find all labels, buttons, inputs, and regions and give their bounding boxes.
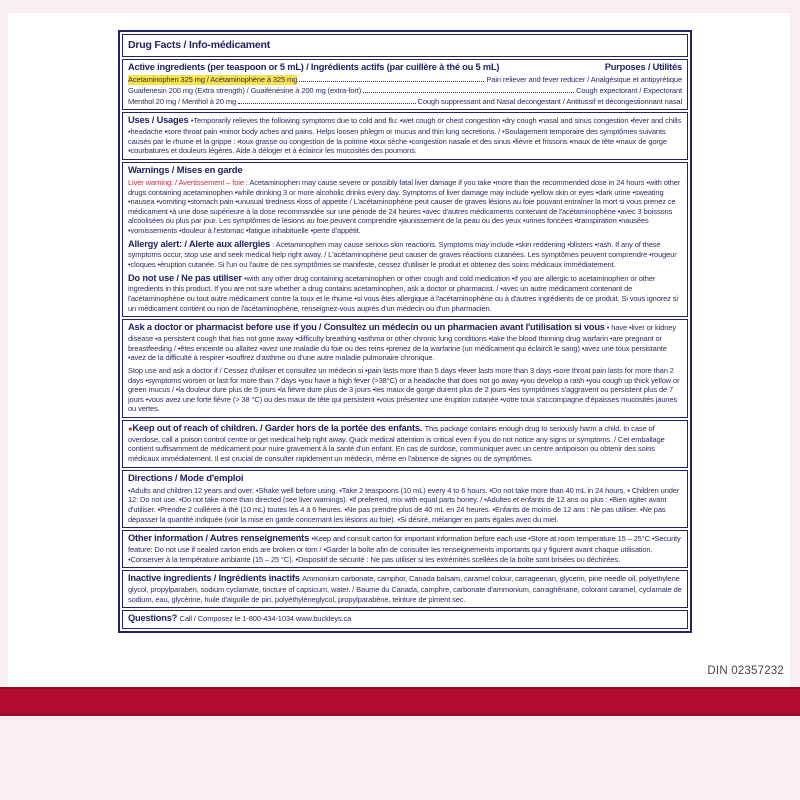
paragraph bbox=[128, 533, 682, 564]
text-run: •Temporarily relieves the following symptoms due to cold and flu: ▪wet cough or chest congestion ▪dry cough ▪nasal and sinus congestion ▪fever and chills ▪headache ▪sore throat pain ▪minor body aches and pains. Helps loosen phlegm or mucus and thin lung secretions. / •Soulagement temporaire des symptômes suivants causés par le rhume et la grippe : ▪toux grasse ou congestion de la poitrine ▪toux sèche ▪congestion nasale et des sinus ▪fièvre et frissons ▪maux de tête ▪maux de gorge ▪courbatures et douleurs légères. Aide à déloger et à éclaircir les mucosités des poumons. bbox=[128, 116, 682, 156]
inline-heading: Questions? bbox=[128, 613, 180, 624]
text-run: • have ▪liver or kidney disease ▪a persistent cough that has not gone away ▪difficulty breathing ▪asthma or other chronic lung conditions •take the blood thinning drug warfarin •are pregnant or breastfeeding / •êtes enceinte ou allaitez •avez une maladie du foie ou des reins •prenez de la warfarine (un médicament qui éclaircit le sang) •avez une toux persistante •avez de la difficulté à respirer •souffrez d'asthme ou d'une autre maladie pulmonaire chronique. bbox=[128, 323, 676, 363]
section-directions bbox=[122, 470, 688, 529]
section-drug-facts-title: Drug Facts / Info-médicament bbox=[122, 34, 688, 57]
ingredient-name: Menthol 20 mg / Menthol à 20 mg bbox=[128, 96, 237, 106]
text-run: •Keep and consult carton for important information before each use •Store at room temperature 15 – 25°C •Security feature: Do not use if sealed carton ends are broken or torn / •Garder la boîte afin de consulter les renseignements importants qui y figurent avant chaque utilisation. •Conserver à la température ambiante (15 – 25 °C). •Dispositif de sécurité : Ne pas utiliser si les extrémités scellées de la boîte sont brisées ou déchirées. bbox=[128, 534, 681, 564]
label-panel bbox=[8, 13, 790, 687]
paragraph bbox=[128, 613, 682, 625]
paragraph bbox=[128, 486, 682, 524]
section-heading: Directions / Mode d'emploi bbox=[128, 472, 244, 484]
text-run: ● bbox=[128, 423, 133, 433]
paragraph bbox=[128, 115, 682, 156]
section-ask-doctor bbox=[122, 319, 688, 418]
dotted-leader bbox=[299, 81, 484, 82]
section-other-information bbox=[122, 530, 688, 568]
text-run: Stop use and ask a doctor if / Cessez d'utiliser et consultez un médecin si •pain lasts more than 5 days •fever lasts more than 3 days •sore throat pain lasts for more than 2 days •symptoms worsen or last for more than 7 days •you have a high fever (>38°C) or a headache that does not go away •you develop a rash •you cough up thick yellow or green mucus / •la douleur dure plus de 5 jours •la fièvre dure plus de 3 jours •les maux de gorge durent plus de 2 jours •les symptômes s'aggravent ou persistent plus de 7 jours •vous avez une forte fièvre (> 38 °C) ou des maux de tête qui persistent •vous présentez une éruption cutanée •votre toux s'accompagne d'épaisses mucosités jaunes ou vertes. bbox=[128, 365, 680, 414]
inline-heading: Do not use / Ne pas utiliser bbox=[128, 272, 245, 283]
text-run: : Acetaminophen may cause serious skin reactions. Symptoms may include •skin reddening •blisters •rash. If any of these symptoms occur, stop use and seek medical help right away. / L'acétaminophène peut causer de graves réactions cutanées. Les symptômes peuvent comprendre •rougeur •cloques •éruption cutanée. Si l'un ou l'autre de ces symptômes se manifeste, cessez d'utiliser le produit et obtenez des soins médicaux immédiatement. bbox=[128, 239, 677, 269]
red-brand-bar bbox=[0, 687, 800, 716]
drug-facts-table bbox=[118, 30, 692, 633]
section-inactive-ingredients bbox=[122, 570, 688, 608]
text-run: Liver warning: / Avertissement – foie : bbox=[128, 177, 250, 187]
inline-heading: Keep out of reach of children. / Garder hors de la portée des enfants. bbox=[132, 422, 425, 433]
inline-heading: Inactive ingredients / Ingrédients inactifs bbox=[128, 573, 303, 584]
paragraph bbox=[128, 573, 682, 604]
active-ingredients-heading: Active ingredients (per teaspoon or 5 mL) / Ingrédients actifs (par cuillère à thé ou 5 mL) bbox=[128, 62, 500, 73]
section-warnings bbox=[122, 162, 688, 317]
dotted-leader bbox=[238, 103, 416, 104]
text-run: This package contains enough drug to seriously harm a child. In case of overdose, call a poison control centre or get medical help right away. Quick medical attention is critical even if you do not notice any signs or symptoms. / Cet emballage contient suffisamment de médicament pour nuire gravement à la santé d'un enfant. En cas de surdose, communiquer avec un centre antipoison ou obtenir des soins médicaux immédiatement. Il est crucial de consulter rapidement un médecin, même en l'absence de signes ou de symptômes. bbox=[128, 423, 665, 463]
section-heading: Warnings / Mises en garde bbox=[128, 164, 243, 176]
text-run: •with any other drug containing acetaminophen or other cough and cold medication •if you are allergic to acetaminophen or other ingredients in this product. If you are not sure whether a drug contains acetaminophen, ask a doctor or pharmacist. / •avec un autre médicament contenant de l'acétaminophène ou tout autre médicament contre la toux et le rhume •si vous êtes allergique à l'acétaminophène ou à d'autres ingrédients de ce produit. Si vous ignorez si un médicament contient ou non de l'acétaminophène, renseignez-vous auprès d'un médecin ou d'un pharmacien. bbox=[128, 273, 678, 313]
ingredient-purpose: Pain reliever and fever reducer / Analgésique et antipyrétique bbox=[486, 75, 682, 85]
ingredient-purpose: Cough expectorant / Expectorant bbox=[576, 85, 682, 95]
dotted-leader bbox=[363, 92, 574, 93]
paragraph bbox=[128, 178, 682, 236]
active-ingredients-header bbox=[128, 62, 682, 74]
purposes-heading: Purposes / Utilités bbox=[604, 62, 682, 73]
inline-heading: Ask a doctor or pharmacist before use if you / Consultez un médecin ou un pharmacien avant l'utilisation si vous bbox=[128, 322, 605, 333]
paragraph bbox=[128, 322, 682, 363]
ingredient-purpose: Cough suppressant and Nasal decongestant / Antitussif et décongestionnant nasal bbox=[417, 96, 682, 106]
din-number: DIN 02357232 bbox=[707, 665, 784, 677]
ingredient-name: Acetaminophen 325 mg / Acétaminophène à 325 mg bbox=[128, 75, 298, 85]
text-run: Call / Composez le 1-800-434-1034 www.buckleys.ca bbox=[179, 614, 352, 624]
ingredient-row bbox=[128, 75, 682, 85]
section-keep-out-of-reach bbox=[122, 420, 688, 468]
inline-heading: Allergy alert: / Alerte aux allergies bbox=[128, 238, 271, 249]
text-run: Acetaminophen may cause severe or possibly fatal liver damage if you take •more than the recommended dose in 24 hours •with other drugs containing acetaminophen •while drinking 3 or more alcoholic drinks every day. Symptoms of liver damage may include •yellow skin or eyes •dark urine •sweating •nausea •vomiting •stomach pain •unusual tiredness •loss of appetite / L'acétaminophène peut causer de graves lésions au foie pouvant entraîner la mort si vous prenez ce médicament •à une dose supérieure à la dose recommandée sur une période de 24 heures •avec d'autres médicaments contenant de l'acétaminophène •avec 3 boissons alcoolisées ou plus par jour. Les symptômes de lésions au foie peuvent comprendre •jaunissement de la peau ou des yeux •urines foncées •transpiration •nausées •vomissements •douleur à l'estomac •fatigue inhabituelle •perte d'appétit. bbox=[128, 177, 681, 235]
ingredient-name: Guaifenesin 200 mg (Extra strength) / Guaifénésine à 200 mg (extra-fort) bbox=[128, 85, 362, 95]
inline-heading: Uses / Usages bbox=[128, 115, 191, 126]
text-run: Ammonium carbonate, camphor, Canada balsam, caramel colour, carrageenan, glycerin, pine needle oil, polyethylene glycol, propylparaben, sodium cyclamate, tincture of capsicum, water. / Baume du Canada, camphre, carbonate d'ammonium, carraghénane, colorant caramel, cyclamate de sodium, eau, glycérine, huile d'aiguille de pin, polyéthylèneglycol, propylparabène, teinture de piment sec. bbox=[128, 574, 682, 604]
paragraph bbox=[128, 366, 682, 414]
paragraph bbox=[128, 239, 682, 270]
section-active-ingredients bbox=[122, 59, 688, 110]
inline-heading: Other information / Autres renseignements bbox=[128, 533, 312, 544]
ingredient-row bbox=[128, 86, 682, 96]
text-run: •Adults and children 12 years and over: ▪Shake well before using. ▪Take 2 teaspoons (10 mL) every 4 to 6 hours. ▪Do not take more than 40 mL in 24 hours. ▪ Children under 12: Do not use. ▪Do not take more than directed (see liver warnings). ▪If preferred, mix with equal parts honey. / •Adultes et enfants de 12 ans ou plus : ▪Bien agiter avant d'utiliser. ▪Prendre 2 cuillères à thé (10 mL) toutes les 4 à 6 heures. ▪Ne pas prendre plus de 40 mL en 24 heures. ▪Enfants de moins de 12 ans : Ne pas utiliser. ▪Ne pas dépasser la quantité indiquée (voir la mise en garde concernant les lésions au foie). ▪Si désiré, mélanger en parts égales avec du miel. bbox=[128, 485, 680, 524]
paragraph bbox=[128, 423, 682, 464]
paragraph bbox=[128, 273, 682, 314]
ingredient-row bbox=[128, 97, 682, 107]
section-questions bbox=[122, 610, 688, 629]
section-uses bbox=[122, 112, 688, 160]
